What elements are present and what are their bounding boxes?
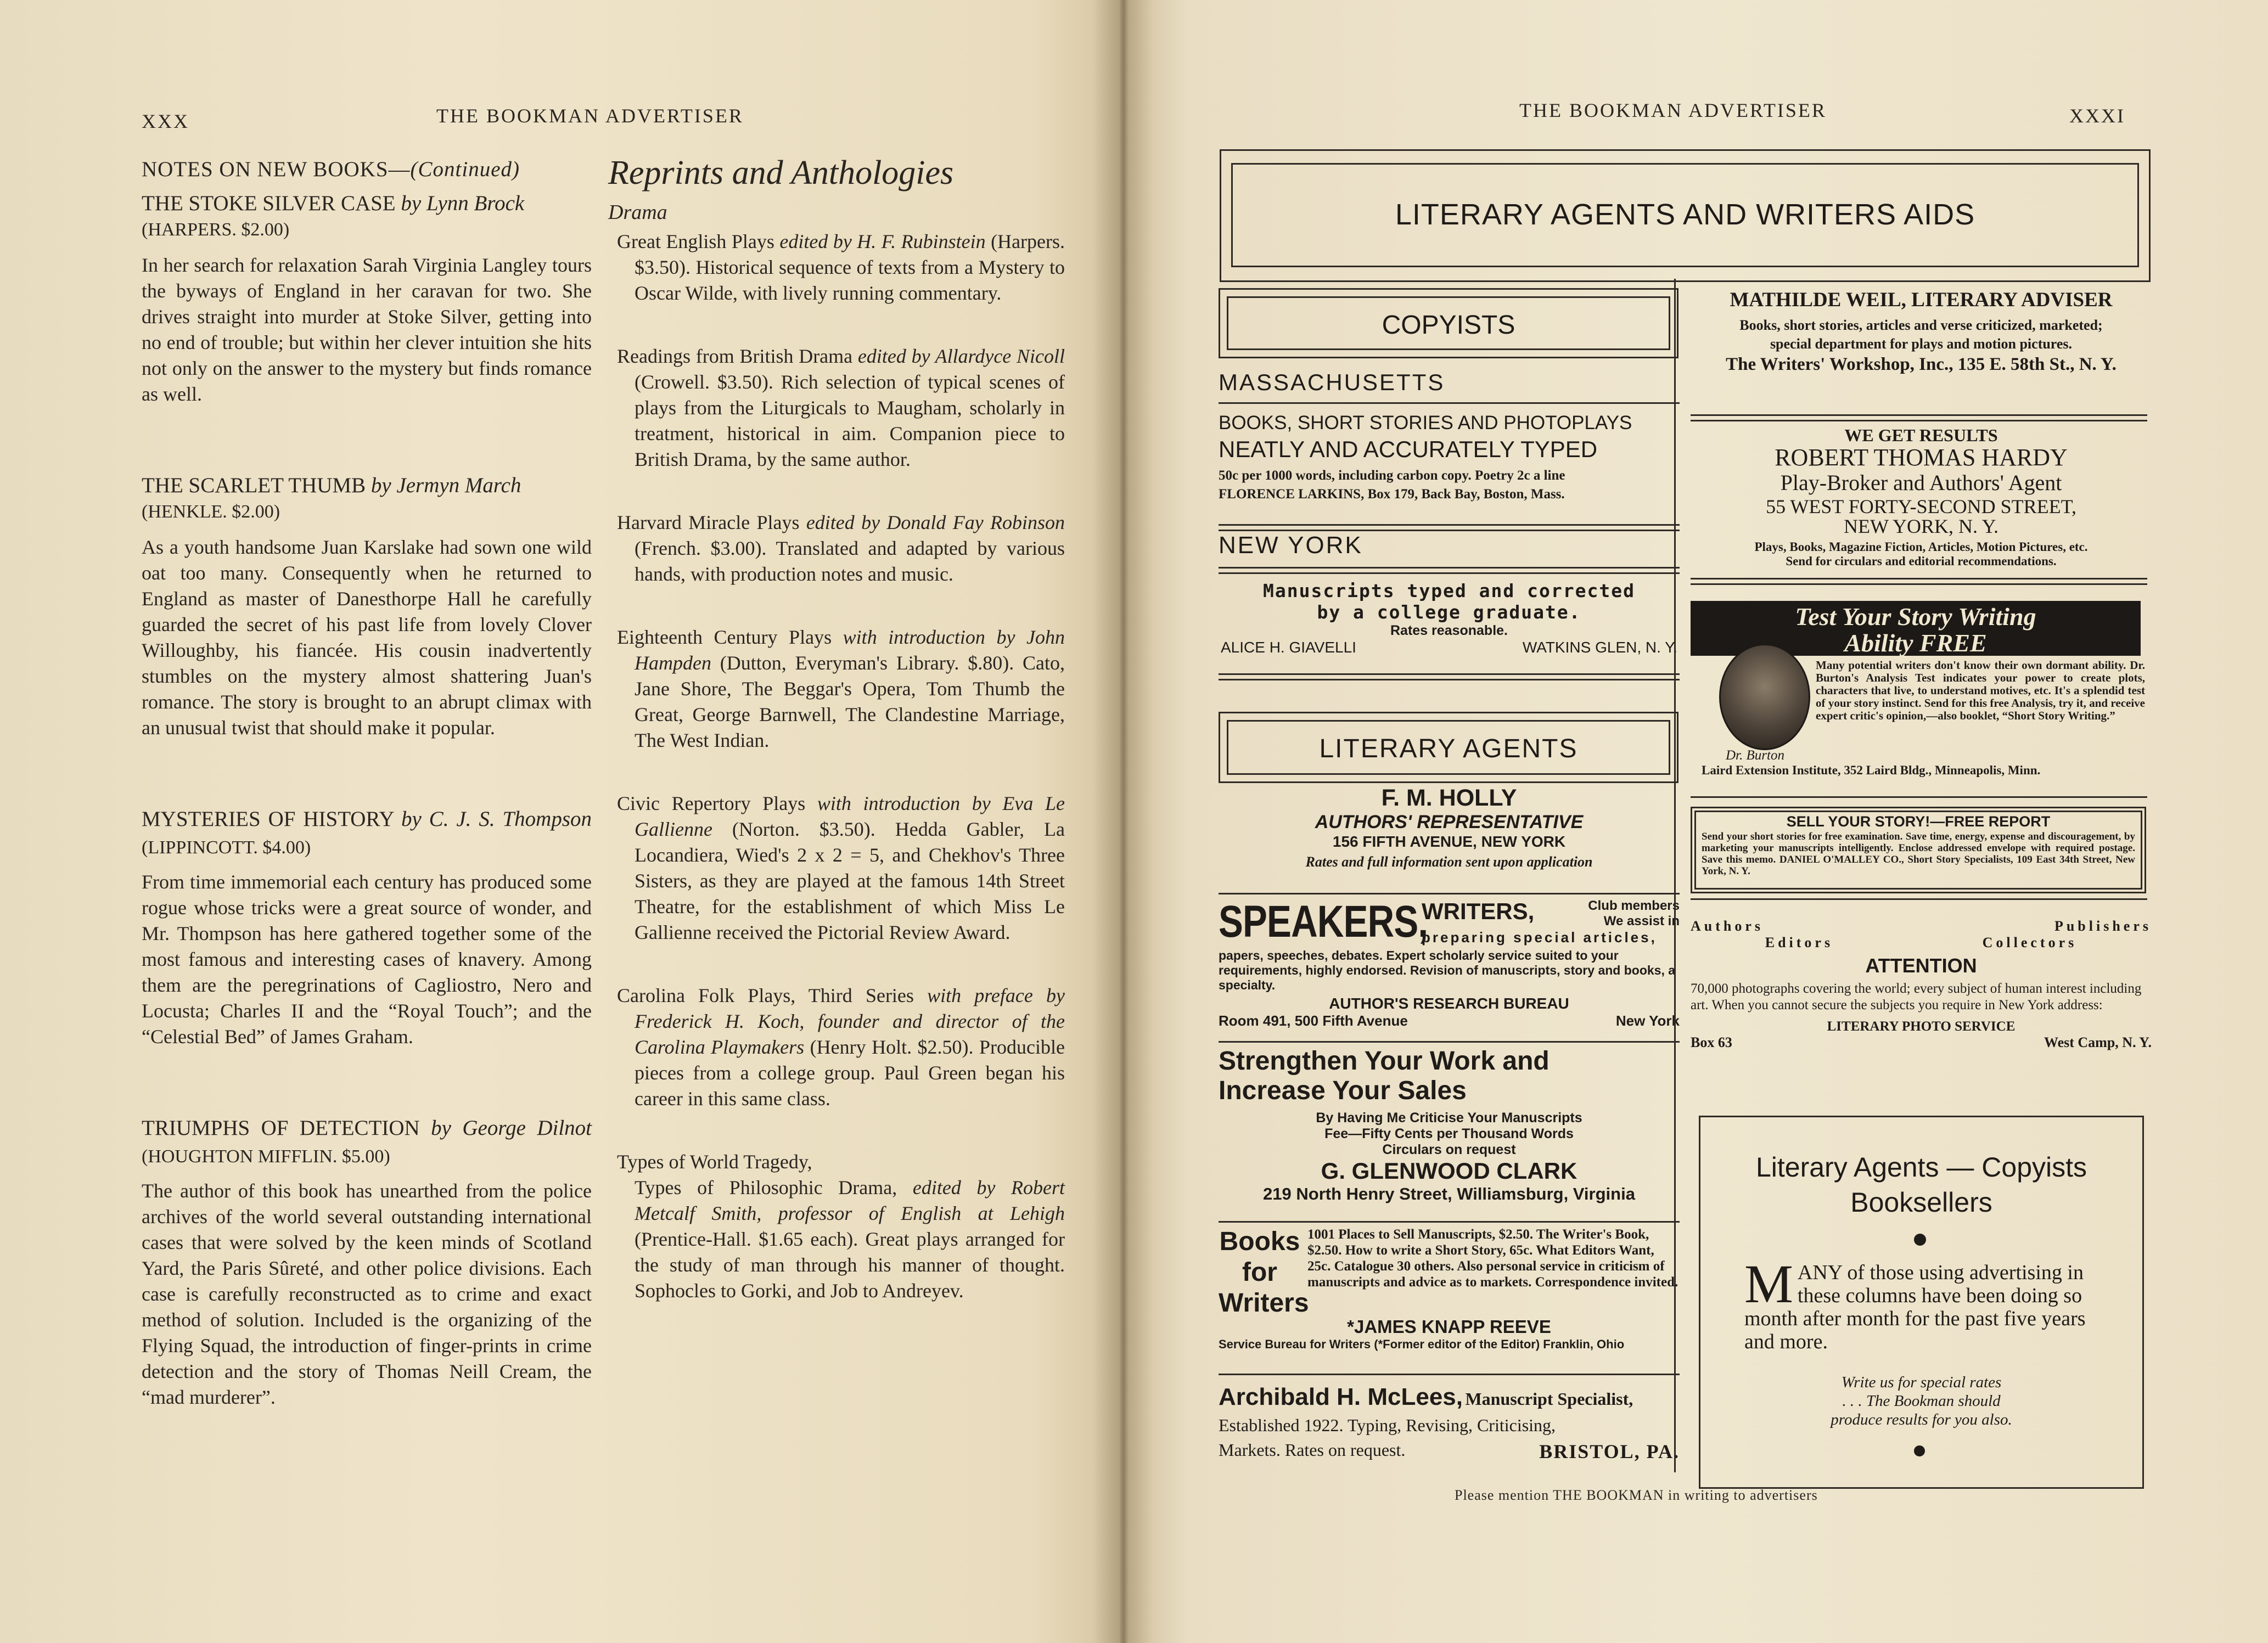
book-author: by George Dilnot bbox=[431, 1116, 592, 1140]
book-publisher: (HARPERS. $2.00) bbox=[142, 220, 290, 240]
book-review-text: As a youth handsome Juan Karslake had sown one wild oat too many. Consequently when he returned to England as master of Danesthorpe Hall he carefully guarded the secret of his past life from lovely Clover Willoughby, his fiancée. His cousin inadvertently stumbles on the mystery almost shattering Juan's romance. The story is brought to an abrupt climax with an unusual twist that should make it popular. bbox=[142, 536, 592, 739]
reprint-entry: Types of World Tragedy, Types of Philosophic Drama, edited by Robert Metcalf Smith, professor of English at Lehigh (Prentice-Hall. $1.65 each). Great plays arranged for the study of man through his manner of thought. Sophocles to Gorki, and Job to Andreyev. bbox=[617, 1151, 1065, 1302]
page-number: XXXI bbox=[2069, 105, 2125, 127]
notes-column bbox=[142, 156, 592, 1410]
mclees-ad: Archibald H. McLees, Manuscript Specialist, Established 1922. Typing, Revising, Criticising, Markets. Rates on request. BRISTOL, PA. bbox=[1219, 1383, 1680, 1462]
clark-ad: Strengthen Your Work and Increase Your Sales By Having Me Criticise Your Manuscripts Fee—Fifty Cents per Thousand Words Circulars on request G. GLENWOOD CLARK 219 North Henry Street, Williamsburg, Virginia bbox=[1219, 1046, 1635, 1203]
copyists-heading: COPYISTS bbox=[1382, 311, 1515, 340]
right-page bbox=[1120, 0, 2268, 1643]
weil-ad: MATHILDE WEIL, LITERARY ADVISER Books, short stories, articles and verse criticized, marketed; special department for plays and motion pictures. The Writers' Workshop, Inc., 135 E. 58th St., N. Y. bbox=[1726, 289, 2117, 374]
ad-column-left bbox=[1219, 288, 1685, 1479]
hardy-ad: WE GET RESULTS ROBERT THOMAS HARDY Play-Broker and Authors' Agent 55 WEST FORTY-SECOND STREET, NEW YORK, N. Y. Plays, Books, Magazine Fiction, Articles, Motion Pictures, etc. Send for circulars and editorial recommendations. bbox=[1754, 425, 2088, 568]
section-banner bbox=[1220, 149, 2151, 282]
book-author: by Jermyn March bbox=[370, 474, 521, 497]
book-title: THE STOKE SILVER CASE bbox=[142, 192, 396, 215]
reprint-entry: Harvard Miracle Plays edited by Donald Fay Robinson (French. $3.00). Translated and adapted by various hands, with production notes and music. bbox=[617, 511, 1065, 585]
footer-note: Please mention THE BOOKMAN in writing to advertisers bbox=[1455, 1487, 1818, 1503]
larkins-ad: BOOKS, SHORT STORIES AND PHOTOPLAYS NEATLY AND ACCURATELY TYPED 50c per 1000 words, including carbon copy. Poetry 2c a line FLORENCE LARKINS, Box 179, Back Bay, Boston, Mass. bbox=[1219, 412, 1632, 502]
bullet-icon bbox=[1914, 1234, 1926, 1246]
running-head: THE BOOKMAN ADVERTISER bbox=[1519, 99, 1827, 121]
ad-column-right bbox=[1691, 288, 2152, 1479]
burton-banner: Test Your Story Writing Ability FREE bbox=[1691, 601, 2141, 656]
reprints-column bbox=[608, 154, 1065, 1341]
reprint-entry: Great English Plays edited by H. F. Rubinstein (Harpers. $3.50). Historical sequence of texts from a Mystery to Oscar Wilde, with lively running commentary. bbox=[617, 230, 1065, 304]
reeve-ad: Books for Writers 1001 Places to Sell Manuscripts, $2.50. The Writer's Book, $2.50. How to write a Short Story, 65c. What Editors Want, 25c. Catalogue 30 others. Also personal service in criticism of manuscripts and advice as to markets. Correspondence invited. *JAMES KNAPP REEVE Service Bureau for Writers (*Former editor of the Editor) Franklin, Ohio bbox=[1219, 1227, 1678, 1351]
book-title: THE SCARLET THUMB bbox=[142, 474, 366, 497]
book-review-text: The author of this book has unearthed from the police archives of the world several outstanding international cases that were solved by the keen minds of Scotland Yard, the Paris Sûreté, and other police divisions. Each case is carefully reconstructed as to crime and exact method of solution. Included is the organizing of the Flying Squad, the introduction of finger-prints in crime detection and the story of Thomas Neill Cream, the “mad murderer”. bbox=[142, 1180, 592, 1408]
book-review bbox=[142, 472, 592, 741]
book-review bbox=[142, 806, 592, 1050]
book-review bbox=[142, 190, 592, 407]
reprint-entry: Readings from British Drama edited by Allardyce Nicoll (Crowell. $3.50). Rich selection of typical scenes of plays from the Liturgicals to Maugham, scholarly in treatment, historical in aim. Companion piece to British Drama, by the same author. bbox=[617, 345, 1065, 470]
column-divider bbox=[1674, 279, 1676, 1472]
book-gutter bbox=[1092, 0, 1153, 1643]
burton-ad: Test Your Story Writing Ability FREE Many potential writers don't know their own dormant ability. Dr. Burton's Analysis Test indicates your power to create plots, characters that live, to understand motives, etc. It's a splendid test of your story instinct. Send for this free Analysis, try it, and receive expert critic's opinion,—also booklet, “Short Story Writing.” Dr. Burton Laird Extension Institute, 352 Laird Bldg., Minneapolis, Minn. bbox=[1691, 601, 2152, 782]
running-head: THE BOOKMAN ADVERTISER bbox=[436, 105, 744, 127]
photo-service-ad: Authors Publishers Editors Collectors ATTENTION 70,000 photographs covering the world; every subject of human interest including art. When you cannot secure the subjects you require in New York address: LITERARY PHOTO SERVICE Box 63 West Camp, N. Y. bbox=[1691, 918, 2152, 1050]
book-title: TRIUMPHS OF DETECTION bbox=[142, 1116, 420, 1140]
book-publisher: (HOUGHTON MIFFLIN. $5.00) bbox=[142, 1146, 390, 1167]
banner-title: LITERARY AGENTS AND WRITERS AIDS bbox=[1395, 198, 1975, 231]
bookman-promo: Literary Agents — Copyists Booksellers MANY of those using advertising in these columns have been doing so month after month for the past five years and more. Write us for special rates . . . The Bookman should produce results for you also. bbox=[1699, 1116, 2144, 1489]
reprint-entry: Carolina Folk Plays, Third Series with preface by Frederick H. Koch, founder and director of the Carolina Playmakers (Henry Holt. $2.50). Producible pieces from a college group. Paul Green began his career in this same class. bbox=[617, 984, 1065, 1110]
reprint-entry: Eighteenth Century Plays with introduction by John Hampden (Dutton, Everyman's Library. $.80). Cato, Jane Shore, The Beggar's Opera, Tom Thumb the Great, George Barnwell, The Clandestine Marriage, The West Indian. bbox=[617, 626, 1065, 751]
left-page bbox=[0, 0, 1120, 1643]
burton-portrait bbox=[1719, 644, 1810, 750]
reprint-entry: Civic Repertory Plays with introduction by Eva Le Gallienne (Norton. $3.50). Hedda Gabler, La Locandiera, Wied's 2 x 2 = 5, and Chekhov's Three Sisters, as they are played at the famous 14th Street Theatre, for the establishment of which Miss Le Gallienne received the Pictorial Review Award. bbox=[617, 792, 1065, 943]
book-review-text: In her search for relaxation Sarah Virginia Langley tours the byways of England in her caravan for two. She drives straight into murder at Stoke Silver, getting into no end of trouble; but within her clever intuition she hits not only on the answer to the mystery but finds romance as well. bbox=[142, 254, 592, 405]
drama-label: Drama bbox=[608, 201, 667, 224]
notes-heading: NOTES ON NEW BOOKS—(Continued) bbox=[142, 157, 520, 181]
speakers-ad: SPEAKERS, WRITERS, Club members We assist in preparing special articles, papers, speeches, debates. Expert scholarly service suited to your requirements, highly endorsed. Revision of manuscripts, story and books, a specialty. AUTHOR'S RESEARCH BUREAU Room 491, 500 Fifth Avenue New York bbox=[1219, 897, 1680, 1029]
reprints-heading: Reprints and Anthologies bbox=[608, 154, 954, 192]
omalley-ad: SELL YOUR STORY!—FREE REPORT Send your short stories for free examination. Save time, energy, expense and discouragement, by marketing your manuscripts intelligently. Enclose addressed envelope with required postage. Save this memo. DANIEL O'MALLEY CO., Short Story Specialists, 109 East 34th Street, New York, N. Y. bbox=[1691, 807, 2146, 893]
book-author: by C. J. S. Thompson bbox=[401, 807, 592, 831]
massachusetts-heading: MASSACHUSETTS bbox=[1219, 369, 1445, 395]
giavelli-ad: Manuscripts typed and corrected by a college graduate. Rates reasonable. ALICE H. GIAVELLI WATKINS GLEN, N. Y. bbox=[1221, 580, 1677, 656]
book-publisher: (HENKLE. $2.00) bbox=[142, 502, 280, 522]
page-number: XXX bbox=[142, 110, 189, 132]
book-title: MYSTERIES OF HISTORY bbox=[142, 807, 394, 831]
literary-agents-heading: LITERARY AGENTS bbox=[1319, 734, 1578, 763]
new-york-heading: NEW YORK bbox=[1219, 532, 1363, 559]
book-review bbox=[142, 1115, 592, 1410]
book-publisher: (LIPPINCOTT. $4.00) bbox=[142, 837, 311, 858]
book-review-text: From time immemorial each century has produced some rogue whose tricks were a great source of wonder, and Mr. Thompson has here gathered together some of the most famous and interesting cases of knavery. Among them are the peregrinations of Cagliostro, Nero and Locusta; Charles II and the “Royal Touch”; and the “Celestial Bed” of James Graham. bbox=[142, 871, 592, 1048]
book-author: by Lynn Brock bbox=[401, 192, 525, 215]
drop-cap: M bbox=[1744, 1253, 1793, 1314]
holly-ad: F. M. HOLLY AUTHORS' REPRESENTATIVE 156 FIFTH AVENUE, NEW YORK Rates and full information sent upon application bbox=[1305, 785, 1593, 870]
bullet-icon bbox=[1914, 1445, 1925, 1456]
